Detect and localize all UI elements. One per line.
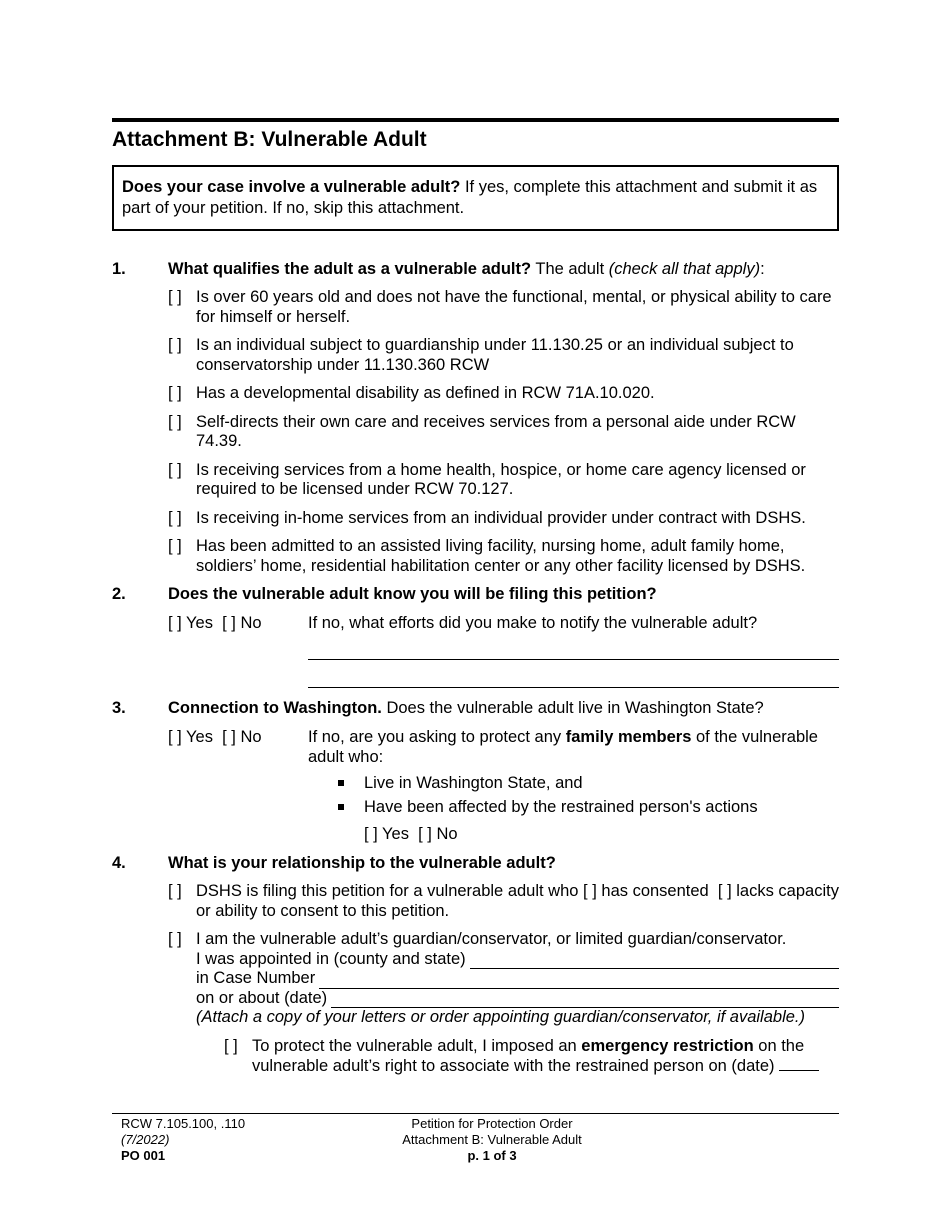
- question-1-title: What qualifies the adult as a vulnerable adult?: [168, 260, 532, 278]
- case-number-input-line[interactable]: [319, 972, 839, 989]
- option-label: has consented: [596, 882, 718, 900]
- question-1-colon: :: [760, 260, 765, 278]
- option-label: I am the vulnerable adult’s guardian/conservator, or limited guardian/conservator.: [196, 930, 787, 948]
- emergency-restriction-option[interactable]: [112, 1037, 839, 1077]
- checkbox-option[interactable]: [112, 336, 839, 375]
- dshs-option[interactable]: [112, 882, 839, 921]
- intro-box: [112, 165, 839, 231]
- question-3: [112, 698, 839, 718]
- question-3-prompt: If no, are you asking to protect any: [308, 728, 566, 746]
- footer-date: (7/2022): [121, 1132, 170, 1147]
- field-label: in Case Number: [196, 969, 316, 987]
- footer-center: [342, 1116, 642, 1164]
- checkbox-option[interactable]: [112, 384, 839, 404]
- question-2-answer: [112, 613, 839, 633]
- attach-note: (Attach a copy of your letters or order appointing guardian/conservator, if available.): [196, 1008, 806, 1026]
- question-4: [112, 853, 839, 873]
- checkbox[interactable]: [ ]: [168, 336, 182, 354]
- question-number: 3.: [112, 699, 126, 717]
- question-3-title: Connection to Washington.: [168, 699, 382, 717]
- question-1-text: The adult: [531, 260, 609, 278]
- top-rule: [112, 118, 839, 122]
- bullet-marker: [338, 804, 344, 810]
- footer-left: [121, 1116, 245, 1164]
- appointed-input-line[interactable]: [470, 952, 839, 969]
- intro-question: Does your case involve a vulnerable adult?: [122, 178, 461, 196]
- checkbox-option[interactable]: [112, 461, 839, 500]
- question-2-title: Does the vulnerable adult know you will be filing this petition?: [168, 585, 657, 603]
- footer-rcw: RCW 7.105.100, .110: [121, 1116, 246, 1131]
- checkbox[interactable]: [ ]: [168, 882, 182, 900]
- date-input-line[interactable]: [331, 991, 839, 1008]
- intro-text: If yes, complete this attachment and submit it as part of your petition. If no, skip this attachment.: [122, 178, 818, 217]
- option-label: Is receiving services from a home health, hospice, or home care agency licensed or required to be licensed under RCW 70.127.: [196, 460, 806, 498]
- form-page: [112, 118, 839, 1077]
- option-label: Has been admitted to an assisted living facility, nursing home, adult family home, soldiers’ home, residential habilitation center or any other facility licensed by DSHS.: [196, 537, 806, 575]
- yes-no-checkboxes[interactable]: [ ] Yes [ ] No: [364, 825, 458, 843]
- field-label: on or about (date): [196, 988, 328, 1007]
- question-number: 4.: [112, 854, 126, 872]
- page-title: Attachment B: Vulnerable Adult: [112, 128, 427, 151]
- option-label: Is an individual subject to guardianship under 11.130.25 or an individual subject to conservatorship under 11.130.360 RCW: [196, 336, 794, 374]
- bullet-text: Live in Washington State, and: [364, 774, 583, 792]
- answer-line[interactable]: [308, 660, 839, 688]
- checkbox[interactable]: [ ]: [168, 508, 182, 527]
- checkbox[interactable]: [ ]: [168, 930, 182, 948]
- question-4-title: What is your relationship to the vulnerable adult?: [168, 854, 556, 872]
- option-label: Is receiving in-home services from an individual provider under contract with DSHS.: [196, 508, 806, 527]
- option-label: Has a developmental disability as defined in RCW 71A.10.020.: [196, 384, 655, 402]
- consented-checkbox[interactable]: [ ]: [583, 882, 597, 900]
- checkbox[interactable]: [ ]: [168, 412, 182, 431]
- bullet-item: [112, 795, 839, 819]
- bullet-text: Have been affected by the restrained person's actions: [364, 798, 758, 816]
- question-3-prompt-end: of the vulnerable adult who:: [308, 728, 818, 766]
- bullet-marker: [338, 780, 344, 786]
- appointed-field: [196, 950, 839, 970]
- checkbox[interactable]: [ ]: [168, 288, 182, 306]
- checkbox[interactable]: [ ]: [168, 537, 182, 555]
- question-2: [112, 584, 839, 604]
- footer-form-number: PO 001: [121, 1148, 166, 1163]
- emergency-restriction-label: emergency restriction: [581, 1036, 754, 1055]
- question-3-answer: [112, 727, 839, 767]
- checkbox-option[interactable]: [112, 288, 839, 327]
- lacks-capacity-checkbox[interactable]: [ ]: [717, 882, 732, 900]
- question-1: [112, 259, 839, 279]
- footer-page-number: p. 1 of 3: [467, 1148, 517, 1163]
- option-label: Is over 60 years old and does not have the functional, mental, or physical ability to care for himself or herself.: [196, 288, 832, 326]
- restriction-date-line[interactable]: [779, 1056, 819, 1071]
- page-footer: [112, 1113, 839, 1163]
- yes-no-checkboxes[interactable]: [ ] Yes [ ] No: [168, 614, 262, 632]
- option-label: on the vulnerable adult’s right to associate with the restrained person on (date): [252, 1036, 805, 1075]
- checkbox-option[interactable]: [112, 537, 839, 576]
- answer-line[interactable]: [308, 633, 839, 660]
- field-label: I was appointed in (county and state): [196, 949, 466, 968]
- option-label: DSHS is filing this petition for a vulnerable adult who: [196, 882, 584, 900]
- option-label: To protect the vulnerable adult, I imposed an: [252, 1036, 582, 1055]
- yes-no-checkboxes[interactable]: [ ] Yes [ ] No: [168, 728, 262, 746]
- guardian-option[interactable]: [112, 930, 839, 1028]
- footer-doc-title: Petition for Protection Order: [411, 1116, 573, 1131]
- checkbox[interactable]: [ ]: [168, 460, 182, 479]
- checkbox[interactable]: [ ]: [168, 384, 182, 402]
- question-3-text: Does the vulnerable adult live in Washington State?: [381, 699, 764, 717]
- option-label: lacks capacity or ability to consent to this petition.: [196, 882, 839, 920]
- question-number: 1.: [112, 260, 126, 278]
- question-number: 2.: [112, 585, 126, 603]
- question-1-instruction: (check all that apply): [608, 260, 761, 278]
- family-members-label: family members: [565, 728, 692, 746]
- date-field: [196, 989, 839, 1009]
- bullet-item: [112, 771, 839, 795]
- footer-doc-subtitle: Attachment B: Vulnerable Adult: [402, 1132, 582, 1147]
- case-number-field: [196, 969, 839, 989]
- question-2-prompt: If no, what efforts did you make to notify the vulnerable adult?: [308, 614, 758, 632]
- checkbox[interactable]: [ ]: [224, 1036, 238, 1055]
- checkbox-option[interactable]: [112, 413, 839, 452]
- checkbox-option[interactable]: [112, 509, 839, 529]
- option-label: Self-directs their own care and receives services from a personal aide under RCW 74.39.: [196, 412, 796, 450]
